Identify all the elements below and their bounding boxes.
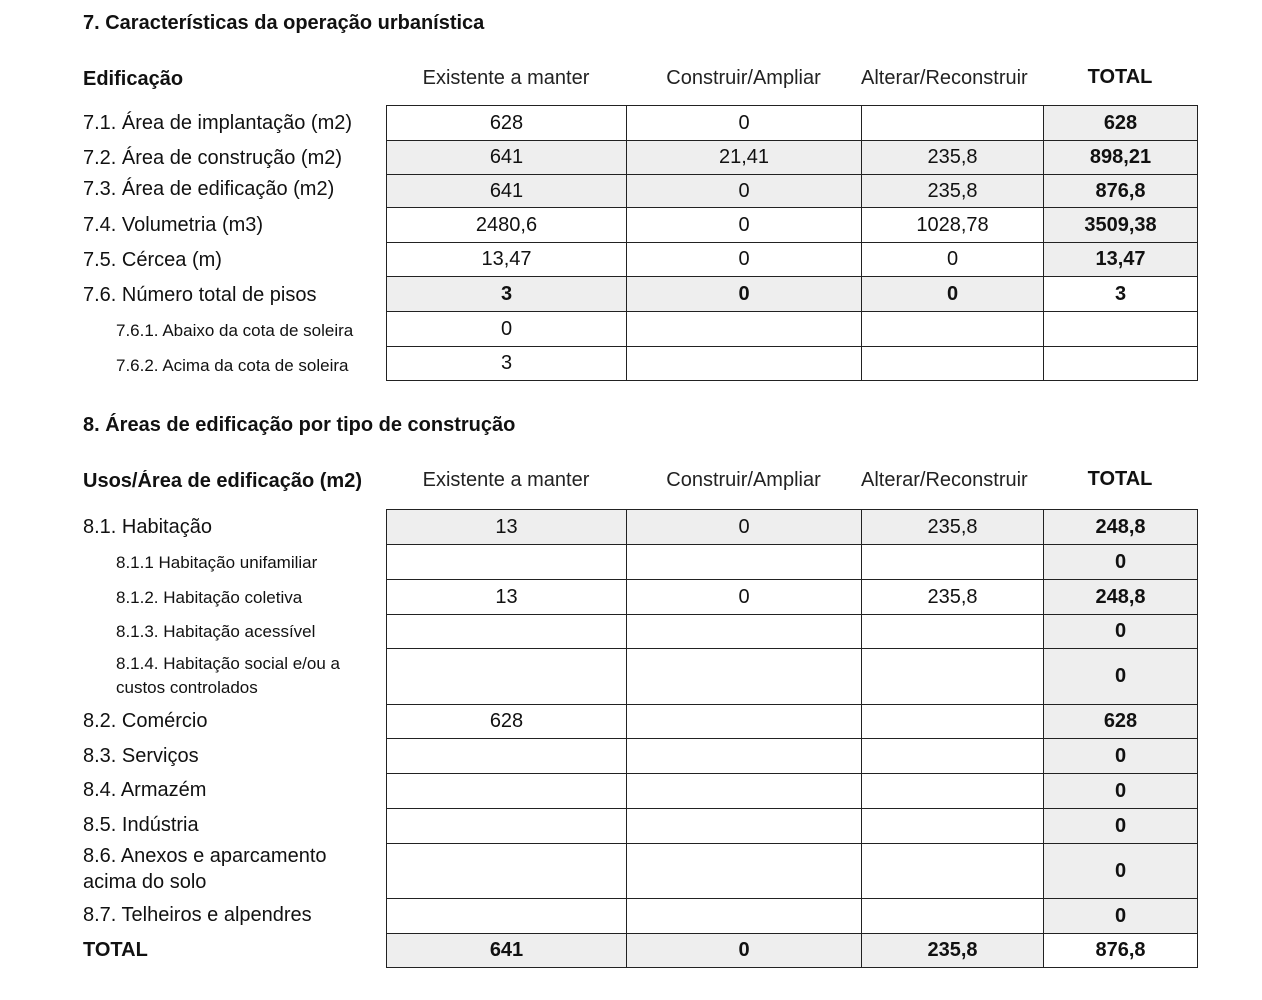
table-row [387,844,1198,899]
cell-existente [387,774,627,809]
cell-existente [387,844,627,899]
cell-construir: 21,41 [627,141,862,175]
row-label-8-5: 8.5. Indústria [83,814,199,836]
cell-alterar [862,774,1044,809]
header-existente: Existente a manter [422,67,590,89]
cell-total: 0 [1044,649,1198,705]
cell-construir [627,649,862,705]
header-total: TOTAL [1087,468,1153,490]
table-row [387,510,1198,545]
cell-total: 628 [1044,705,1198,739]
cell-alterar [862,649,1044,705]
row-label-7-6-2: 7.6.2. Acima da cota de soleira [116,356,349,375]
cell-total [1044,347,1198,381]
section-7-title: 7. Características da operação urbanística [83,12,485,34]
row-label-7-5: 7.5. Cércea (m) [83,249,222,271]
table-row [387,106,1198,141]
table-row [387,277,1198,312]
cell-existente [387,615,627,649]
row-label-8-1-1: 8.1.1 Habitação unifamiliar [116,553,318,572]
row-label-8-1: 8.1. Habitação [83,516,212,538]
cell-existente [387,899,627,934]
cell-existente: 13 [387,510,627,545]
row-label-7-3: 7.3. Área de edificação (m2) [83,178,335,200]
cell-construir [627,739,862,774]
cell-alterar: 0 [862,243,1044,277]
cell-construir: 0 [627,510,862,545]
cell-alterar [862,312,1044,347]
table-row [387,739,1198,774]
row-label-8-6-line1: 8.6. Anexos e aparcamento [83,845,327,867]
cell-alterar [862,347,1044,381]
cell-alterar [862,705,1044,739]
cell-existente: 641 [387,934,627,968]
cell-construir: 0 [627,175,862,208]
table-row [387,580,1198,615]
cell-alterar [862,106,1044,141]
cell-construir [627,312,862,347]
cell-construir [627,545,862,580]
cell-existente: 3 [387,347,627,381]
header-construir: Construir/Ampliar [666,469,821,491]
cell-alterar [862,844,1044,899]
table-row [387,615,1198,649]
cell-total: 628 [1044,106,1198,141]
row-label-8-1-3: 8.1.3. Habitação acessível [116,622,316,641]
table-row [387,141,1198,175]
cell-existente [387,739,627,774]
cell-total: 13,47 [1044,243,1198,277]
header-alterar: Alterar/Reconstruir [861,469,1028,491]
cell-construir: 0 [627,580,862,615]
cell-total: 248,8 [1044,580,1198,615]
row-label-7-6: 7.6. Número total de pisos [83,284,317,306]
cell-construir [627,705,862,739]
cell-existente: 628 [387,106,627,141]
table-row [387,243,1198,277]
cell-alterar [862,739,1044,774]
row-label-total: TOTAL [83,939,148,961]
cell-alterar: 235,8 [862,580,1044,615]
cell-construir [627,899,862,934]
cell-total: 898,21 [1044,141,1198,175]
row-label-8-1-4-line2: custos controlados [116,678,258,697]
cell-alterar [862,615,1044,649]
header-existente: Existente a manter [422,469,590,491]
table-row [387,809,1198,844]
cell-construir: 0 [627,106,862,141]
cell-construir: 0 [627,243,862,277]
cell-total: 248,8 [1044,510,1198,545]
cell-existente [387,545,627,580]
table-row [387,774,1198,809]
table-row [387,208,1198,243]
header-construir: Construir/Ampliar [666,67,821,89]
cell-existente [387,649,627,705]
row-label-7-6-1: 7.6.1. Abaixo da cota de soleira [116,321,354,340]
cell-existente: 0 [387,312,627,347]
row-label-7-4: 7.4. Volumetria (m3) [83,214,264,236]
cell-alterar: 1028,78 [862,208,1044,243]
row-label-7-1: 7.1. Área de implantação (m2) [83,112,353,134]
row-label-8-4: 8.4. Armazém [83,779,207,801]
cell-alterar [862,899,1044,934]
cell-alterar: 235,8 [862,934,1044,968]
cell-construir: 0 [627,277,862,312]
cell-existente: 13 [387,580,627,615]
section-8-title: 8. Áreas de edificação por tipo de construção [83,414,516,436]
cell-existente: 13,47 [387,243,627,277]
cell-construir [627,347,862,381]
cell-existente: 3 [387,277,627,312]
cell-total: 0 [1044,899,1198,934]
cell-construir [627,615,862,649]
table-row [387,347,1198,381]
cell-construir: 0 [627,934,862,968]
header-edificacao: Edificação [83,68,184,90]
cell-total: 0 [1044,615,1198,649]
table-row [387,312,1198,347]
cell-alterar [862,809,1044,844]
cell-total: 0 [1044,844,1198,899]
header-alterar: Alterar/Reconstruir [861,67,1028,89]
cell-alterar [862,545,1044,580]
cell-total: 0 [1044,739,1198,774]
row-label-8-3: 8.3. Serviços [83,745,199,767]
row-label-8-1-4-line1: 8.1.4. Habitação social e/ou a [116,654,340,673]
cell-total [1044,312,1198,347]
cell-existente [387,809,627,844]
cell-existente: 628 [387,705,627,739]
cell-construir [627,774,862,809]
cell-total: 876,8 [1044,934,1198,968]
cell-total: 0 [1044,545,1198,580]
cell-alterar: 0 [862,277,1044,312]
table-row-total [387,934,1198,968]
table-row [387,649,1198,705]
cell-existente: 2480,6 [387,208,627,243]
row-label-7-2: 7.2. Área de construção (m2) [83,147,343,169]
cell-alterar: 235,8 [862,175,1044,208]
cell-total: 3 [1044,277,1198,312]
table-row [387,705,1198,739]
cell-total: 3509,38 [1044,208,1198,243]
cell-total: 0 [1044,809,1198,844]
cell-alterar: 235,8 [862,141,1044,175]
row-label-8-6-line2: acima do solo [83,871,207,893]
table-row [387,175,1198,208]
row-label-8-2: 8.2. Comércio [83,710,208,732]
section-8-table [386,509,1198,968]
table-row [387,545,1198,580]
header-usos: Usos/Área de edificação (m2) [83,470,362,492]
cell-total: 876,8 [1044,175,1198,208]
header-total: TOTAL [1087,66,1153,88]
cell-total: 0 [1044,774,1198,809]
cell-construir [627,809,862,844]
table-row [387,899,1198,934]
row-label-8-7: 8.7. Telheiros e alpendres [83,904,312,926]
cell-alterar: 235,8 [862,510,1044,545]
section-7-table [386,105,1198,381]
cell-existente: 641 [387,141,627,175]
cell-construir: 0 [627,208,862,243]
cell-construir [627,844,862,899]
row-label-8-1-2: 8.1.2. Habitação coletiva [116,588,303,607]
cell-existente: 641 [387,175,627,208]
